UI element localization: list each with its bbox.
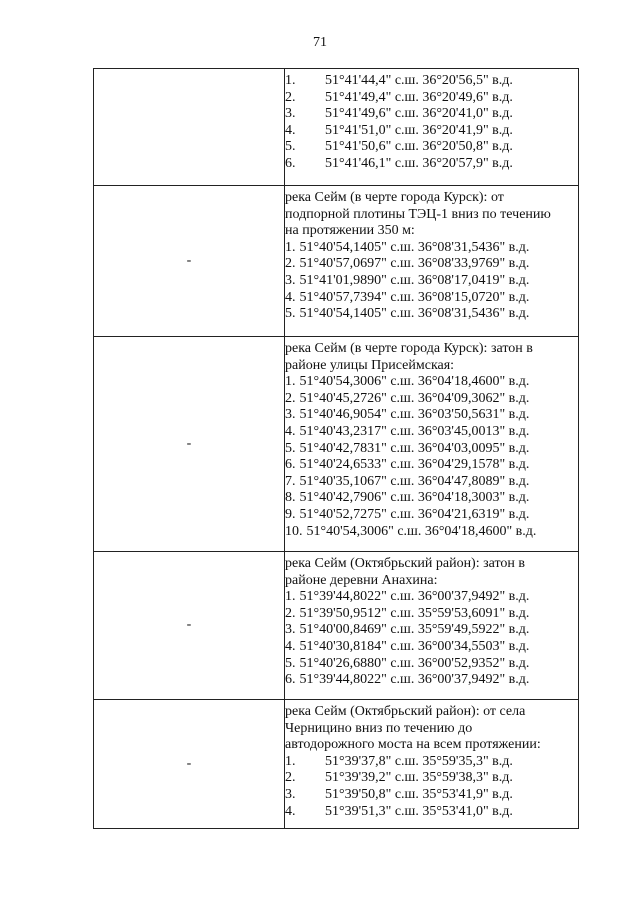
- coordinate-value: 51°41'46,1" с.ш. 36°20'57,9" в.д.: [325, 155, 513, 171]
- row-content-cell: [285, 69, 579, 186]
- coordinate-item: [285, 606, 578, 623]
- coordinate-item: [285, 474, 578, 491]
- coordinates-table: [93, 68, 579, 829]
- coordinate-number: 4.: [285, 423, 296, 439]
- coordinate-item: [285, 73, 578, 90]
- coordinate-value: 51°40'26,6880" с.ш. 36°00'52,9352" в.д.: [299, 655, 530, 671]
- coordinate-value: 51°41'44,4" с.ш. 36°20'56,5" в.д.: [325, 73, 513, 88]
- coordinate-value: 51°41'49,6" с.ш. 36°20'41,0" в.д.: [325, 106, 513, 122]
- river-description: районе улицы Присеймская:: [285, 357, 455, 373]
- coordinate-number: 1.: [285, 73, 296, 88]
- river-description: Черницино вниз по течению до: [285, 720, 473, 736]
- coordinate-number: 5.: [285, 655, 296, 671]
- coordinate-value: 51°40'57,7394" с.ш. 36°08'15,0720" в.д.: [299, 289, 530, 305]
- coordinate-item: [285, 424, 578, 441]
- coordinate-number: 9.: [285, 506, 296, 522]
- coordinate-value: 51°39'51,3" с.ш. 35°53'41,0" в.д.: [325, 803, 513, 819]
- coordinate-number: 4.: [285, 803, 296, 819]
- coordinate-number: 6.: [285, 155, 296, 171]
- coordinate-number: 4.: [285, 122, 296, 138]
- coordinate-number: 5.: [285, 440, 296, 456]
- coordinate-item: [285, 391, 578, 408]
- table-row: [94, 337, 579, 552]
- row-content-cell: [285, 552, 579, 700]
- coordinate-number: 5.: [285, 139, 296, 155]
- coordinate-number: 1.: [285, 753, 296, 769]
- coordinate-number: 3.: [285, 272, 296, 288]
- river-description: автодорожного моста на всем протяжении:: [285, 737, 541, 753]
- coordinate-value: 51°40'46,9054" с.ш. 36°03'50,5631" в.д.: [299, 407, 530, 423]
- coordinate-item: [285, 770, 578, 787]
- coordinate-item: [285, 407, 578, 424]
- coordinate-item: [285, 374, 578, 391]
- coordinate-value: 51°41'51,0" с.ш. 36°20'41,9" в.д.: [325, 122, 513, 138]
- table-row: [94, 69, 579, 186]
- coordinate-number: 2.: [285, 770, 296, 786]
- coordinate-value: 51°39'39,2" с.ш. 35°59'38,3" в.д.: [325, 770, 513, 786]
- page-number: 71: [313, 35, 327, 50]
- coordinate-value: 51°41'01,9890" с.ш. 36°08'17,0419" в.д.: [299, 272, 530, 288]
- river-description: районе деревни Анахина:: [285, 572, 438, 588]
- river-description: на протяжении 350 м:: [285, 223, 415, 239]
- coordinate-value: 51°40'57,0697" с.ш. 36°08'33,9769" в.д.: [299, 256, 530, 272]
- coordinate-number: 2.: [285, 390, 296, 406]
- coordinate-item: [285, 507, 578, 524]
- river-description: подпорной плотины ТЭЦ-1 вниз по течению: [285, 206, 551, 222]
- coordinate-item: [285, 622, 578, 639]
- coordinate-item: [285, 306, 578, 323]
- coordinate-number: 1.: [285, 374, 296, 390]
- coordinate-number: 3.: [285, 106, 296, 122]
- coordinate-value: 51°41'49,4" с.ш. 36°20'49,6" в.д.: [325, 89, 513, 105]
- coordinate-item: [285, 123, 578, 140]
- coordinate-number: 7.: [285, 473, 296, 489]
- row-marker-cell: [94, 700, 285, 829]
- table-row: [94, 700, 579, 829]
- coordinate-number: 5.: [285, 306, 296, 322]
- river-description: река Сейм (в черте города Курск): затон в: [285, 341, 533, 356]
- coordinate-number: 3.: [285, 622, 296, 638]
- coordinate-number: 6.: [285, 457, 296, 473]
- coordinate-value: 51°40'45,2726" с.ш. 36°04'09,3062" в.д.: [299, 390, 530, 406]
- coordinate-item: [285, 787, 578, 804]
- coordinate-value: 51°40'35,1067" с.ш. 36°04'47,8089" в.д.: [299, 473, 530, 489]
- coordinate-value: 51°40'54,1405" с.ш. 36°08'31,5436" в.д.: [299, 306, 530, 322]
- dash-marker: -: [186, 755, 192, 771]
- coordinate-value: 51°39'44,8022" с.ш. 36°00'37,9492" в.д.: [299, 589, 530, 605]
- coordinate-item: [285, 139, 578, 156]
- coordinate-number: 8.: [285, 490, 296, 506]
- table-row: [94, 186, 579, 337]
- coordinate-value: 51°40'24,6533" с.ш. 36°04'29,1578" в.д.: [299, 457, 530, 473]
- coordinate-item: [285, 240, 578, 257]
- coordinate-item: [285, 441, 578, 458]
- row-marker-cell: [94, 552, 285, 700]
- coordinate-item: [285, 804, 578, 821]
- row-content-cell: [285, 337, 579, 552]
- row-content-cell: [285, 186, 579, 337]
- river-description: река Сейм (Октябрьский район): от села: [285, 704, 526, 719]
- coordinate-number: 2.: [285, 605, 296, 621]
- coordinate-value: 51°40'42,7906" с.ш. 36°04'18,3003" в.д.: [299, 490, 530, 506]
- river-description: река Сейм (в черте города Курск): от: [285, 190, 504, 205]
- coordinate-item: [285, 156, 578, 173]
- coordinate-item: [285, 656, 578, 673]
- row-marker-cell: [94, 337, 285, 552]
- dash-marker: -: [186, 252, 192, 268]
- coordinate-value: 51°39'37,8" с.ш. 35°59'35,3" в.д.: [325, 753, 513, 769]
- coordinate-value: 51°39'50,8" с.ш. 35°53'41,9" в.д.: [325, 786, 513, 802]
- coordinate-number: 3.: [285, 786, 296, 802]
- row-marker-cell: [94, 69, 285, 186]
- coordinate-value: 51°40'30,8184" с.ш. 36°00'34,5503" в.д.: [299, 638, 530, 654]
- coordinate-item: [285, 273, 578, 290]
- coordinate-value: 51°40'00,8469" с.ш. 35°59'49,5922" в.д.: [299, 622, 530, 638]
- coordinate-value: 51°39'50,9512" с.ш. 35°59'53,6091" в.д.: [299, 605, 530, 621]
- coordinate-item: [285, 639, 578, 656]
- coordinate-item: [285, 754, 578, 771]
- table-row: [94, 552, 579, 700]
- coordinate-number: 2.: [285, 89, 296, 105]
- coordinate-value: 51°40'54,3006" с.ш. 36°04'18,4600" в.д.: [306, 523, 537, 539]
- coordinate-item: [285, 290, 578, 307]
- coordinate-number: 2.: [285, 256, 296, 272]
- dash-marker: -: [186, 617, 192, 632]
- coordinate-number: 10.: [285, 523, 303, 539]
- coordinate-value: 51°41'50,6" с.ш. 36°20'50,8" в.д.: [325, 139, 513, 155]
- coordinate-item: [285, 672, 578, 689]
- coordinate-value: 51°40'54,3006" с.ш. 36°04'18,4600" в.д.: [299, 374, 530, 390]
- coordinate-number: 4.: [285, 638, 296, 654]
- coordinate-value: 51°40'54,1405" с.ш. 36°08'31,5436" в.д.: [299, 239, 530, 255]
- coordinate-item: [285, 490, 578, 507]
- coordinate-value: 51°40'52,7275" с.ш. 36°04'21,6319" в.д.: [299, 506, 530, 522]
- dash-marker: -: [186, 435, 192, 451]
- coordinate-value: 51°39'44,8022" с.ш. 36°00'37,9492" в.д.: [299, 672, 530, 688]
- coordinate-number: 3.: [285, 407, 296, 423]
- coordinate-value: 51°40'42,7831" с.ш. 36°04'03,0095" в.д.: [299, 440, 530, 456]
- coordinate-item: [285, 589, 578, 606]
- row-marker-cell: [94, 186, 285, 337]
- coordinate-item: [285, 106, 578, 123]
- river-description: река Сейм (Октябрьский район): затон в: [285, 556, 526, 571]
- coordinate-value: 51°40'43,2317" с.ш. 36°03'45,0013" в.д.: [299, 423, 530, 439]
- coordinate-number: 1.: [285, 589, 296, 605]
- row-content-cell: [285, 700, 579, 829]
- coordinate-item: [285, 457, 578, 474]
- coordinate-item: [285, 256, 578, 273]
- coordinate-item: [285, 524, 578, 541]
- coordinate-number: 1.: [285, 239, 296, 255]
- coordinate-item: [285, 90, 578, 107]
- coordinate-number: 6.: [285, 672, 296, 688]
- coordinate-number: 4.: [285, 289, 296, 305]
